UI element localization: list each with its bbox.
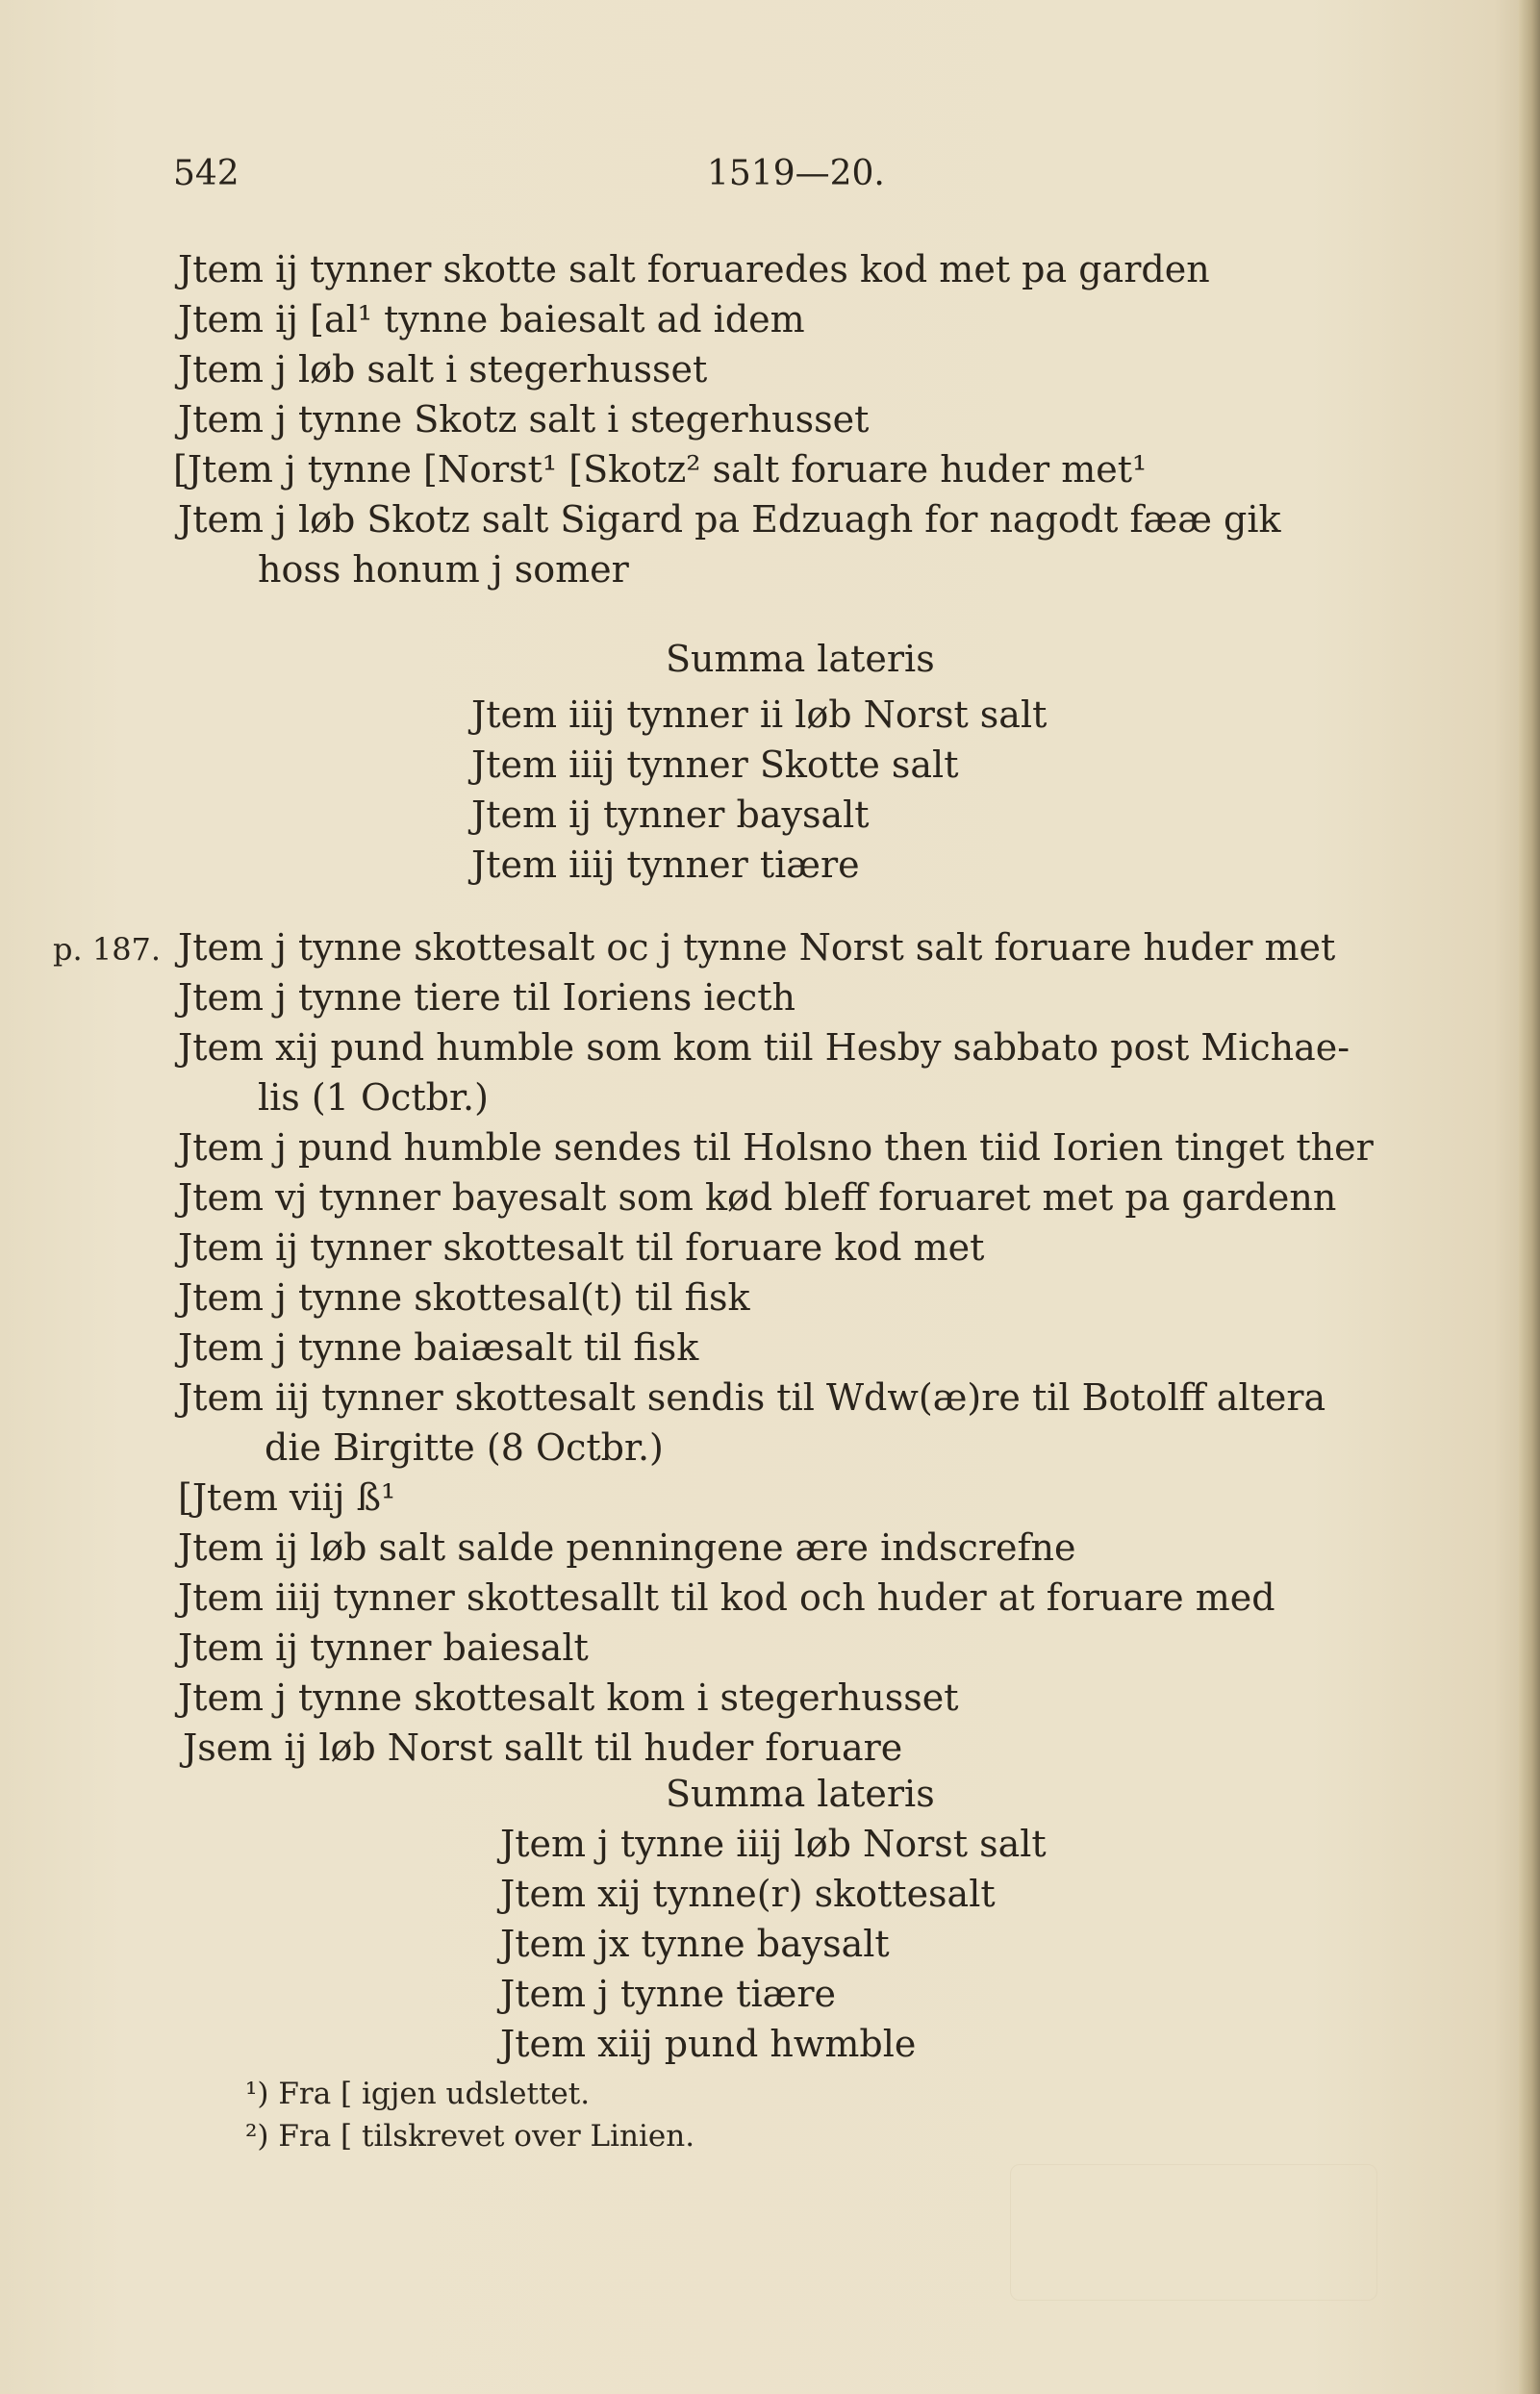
footnote: ²) Fra [ tilskrevet over Linien.: [245, 2119, 695, 2154]
entry-line: Jtem ij tynner baiesalt: [178, 1626, 589, 1669]
entry-line: Jtem j tynne skottesalt oc j tynne Norst salt foruare huder met: [178, 926, 1336, 969]
summa-line: Jtem xij tynne(r) skottesalt: [500, 1873, 996, 1915]
entry-line: Jtem ij løb salt salde penningene ære indscrefne: [178, 1526, 1076, 1569]
summa-line: Jtem jx tynne baysalt: [500, 1923, 890, 1965]
entry-line: Jtem xij pund humble som kom tiil Hesby sabbato post Michae-: [178, 1026, 1351, 1069]
page-header: [0, 154, 1540, 202]
entry-continuation: hoss honum j somer: [258, 548, 629, 591]
entry-line: Jtem iiij tynner skottesallt til kod och huder at foruare med: [178, 1576, 1275, 1619]
summa-line: Jtem xiij pund hwmble: [500, 2023, 917, 2065]
summa-line: Jtem iiij tynner Skotte salt: [471, 743, 959, 786]
entry-line: Jtem j tynne skottesal(t) til fisk: [178, 1276, 750, 1319]
entry-line: Jtem iij tynner skottesalt sendis til Wdw(æ)re til Botolff altera: [178, 1376, 1326, 1419]
summa-line: Jtem ij tynner baysalt: [471, 794, 870, 836]
entry-line: Jtem ij [al¹ tynne baiesalt ad idem: [178, 298, 805, 340]
page-number: 542: [173, 154, 240, 193]
summa-line: Jtem iiij tynner tiære: [471, 844, 860, 886]
entry-line: Jtem ij tynner skottesalt til foruare kod met: [178, 1226, 985, 1269]
entry-line: [Jtem viij ß¹: [178, 1476, 396, 1519]
paper-stain: [1010, 2164, 1377, 2301]
entry-line: Jsem ij løb Norst sallt til huder foruare: [183, 1726, 903, 1769]
running-title-years: 1519—20.: [707, 154, 885, 193]
entry-line: Jtem j pund humble sendes til Holsno then tiid Iorien tinget ther: [178, 1126, 1374, 1169]
entry-line: Jtem j tynne baiæsalt til fisk: [178, 1326, 699, 1369]
summa-line: Jtem j tynne tiære: [500, 1973, 837, 2015]
summa-line: Jtem iiij tynner ii løb Norst salt: [471, 693, 1048, 736]
summa-line: Jtem j tynne iiij løb Norst salt: [500, 1823, 1047, 1865]
page-binding-edge: [1519, 0, 1540, 2394]
entry-line: Jtem j tynne Skotz salt i stegerhusset: [178, 398, 870, 441]
entry-line: Jtem vj tynner bayesalt som kød bleff foruaret met pa gardenn: [178, 1176, 1337, 1219]
margin-page-reference: p. 187.: [53, 931, 162, 968]
summa-title: Summa lateris: [666, 638, 935, 680]
entry-line: Jtem j tynne skottesalt kom i stegerhusset: [178, 1676, 959, 1719]
summa-title: Summa lateris: [666, 1773, 935, 1815]
entry-line: Jtem j løb Skotz salt Sigard pa Edzuagh for nagodt fææ gik: [178, 498, 1281, 541]
entry-line: Jtem j tynne tiere til Ioriens iecth: [178, 976, 795, 1019]
entry-line: Jtem j løb salt i stegerhusset: [178, 348, 708, 391]
footnote: ¹) Fra [ igjen udslettet.: [245, 2077, 591, 2111]
entry-line: Jtem ij tynner skotte salt foruaredes kod met pa garden: [178, 248, 1210, 290]
entry-line: [Jtem j tynne [Norst¹ [Skotz² salt foruare huder met¹: [173, 448, 1148, 491]
entry-continuation: die Birgitte (8 Octbr.): [265, 1426, 664, 1469]
entry-continuation: lis (1 Octbr.): [258, 1076, 489, 1119]
